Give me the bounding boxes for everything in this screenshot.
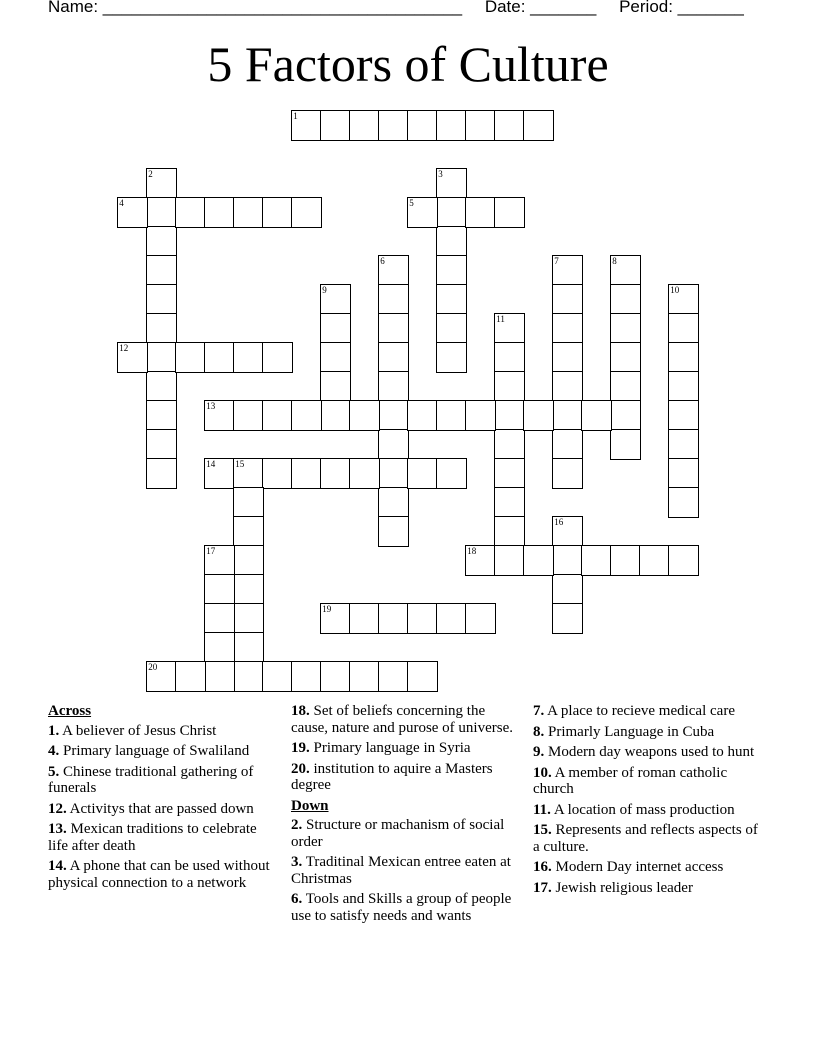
clue-number: 17. [533,879,552,896]
grid-cell[interactable] [204,632,235,663]
page-title: 5 Factors of Culture [207,36,609,92]
grid-cell[interactable] [668,487,699,518]
grid-cell[interactable] [204,545,235,576]
grid-cell[interactable] [668,400,699,431]
grid-cell[interactable] [668,458,699,489]
clue-down [533,744,761,761]
cell-number: 16 [554,517,564,528]
grid-cell[interactable] [610,342,641,373]
grid-cell[interactable] [436,342,467,373]
grid-cell[interactable] [349,400,380,431]
grid-cell[interactable] [494,371,525,402]
grid-cell[interactable] [175,197,206,228]
grid-cell[interactable] [552,458,583,489]
grid-cell[interactable] [320,342,351,373]
grid-cell[interactable] [378,342,409,373]
name-field[interactable]: Name: ______________________________________ [48,0,463,16]
clue-number: 19. [291,740,310,756]
grid-cell[interactable] [494,458,525,489]
grid-cell[interactable] [436,603,467,634]
grid-cell[interactable] [349,603,380,634]
grid-cell[interactable] [552,516,583,547]
grid-cell[interactable] [146,400,177,431]
grid-cell[interactable] [436,458,467,489]
grid-cell[interactable] [175,342,206,373]
grid-cell[interactable] [581,400,612,431]
grid-cell[interactable] [436,197,467,228]
clue-across [48,723,280,740]
grid-cell[interactable] [146,197,177,228]
clue-down [533,724,761,741]
cell-number: 2 [148,169,153,180]
grid-cell[interactable] [610,400,641,431]
clue-number: 10. [533,764,552,781]
cell-number: 18 [467,546,477,557]
grid-cell[interactable] [262,342,293,373]
grid-cell[interactable] [233,197,264,228]
grid-cell[interactable] [233,661,264,692]
clue-across [291,761,516,794]
clue-down [533,703,761,720]
clue-down [533,802,761,819]
grid-cell[interactable] [378,400,409,431]
grid-cell[interactable] [204,661,235,692]
grid-cell[interactable] [436,110,467,141]
grid-cell[interactable] [436,255,467,286]
clue-text: Activitys that are passed down [66,800,254,817]
grid-cell[interactable] [610,371,641,402]
grid-cell[interactable] [378,371,409,402]
grid-cell[interactable] [407,661,438,692]
grid-cell[interactable] [552,255,583,286]
grid-cell[interactable] [552,429,583,460]
date-field[interactable]: Date: _______ [484,0,597,16]
grid-cell[interactable] [233,603,264,634]
grid-cell[interactable] [494,197,525,228]
clue-across [291,740,516,757]
clues-column-3 [533,703,761,900]
grid-cell[interactable] [378,603,409,634]
grid-cell[interactable] [204,574,235,605]
clue-number: 4. [48,743,60,759]
grid-cell[interactable] [320,371,351,402]
grid-cell[interactable] [146,342,177,373]
grid-cell[interactable] [204,400,235,431]
grid-cell[interactable] [610,429,641,460]
clue-number: 1. [48,722,60,739]
grid-cell[interactable] [552,284,583,315]
clue-number: 9. [533,744,545,760]
clues-column-1 [48,703,280,895]
cell-number: 20 [148,662,158,673]
grid-cell[interactable] [494,342,525,373]
grid-cell[interactable] [146,168,177,199]
clue-across [48,801,280,818]
grid-cell[interactable] [146,458,177,489]
grid-cell[interactable] [610,284,641,315]
grid-cell[interactable] [146,226,177,257]
grid-cell[interactable] [378,487,409,518]
grid-cell[interactable] [146,313,177,344]
cell-number: 10 [670,285,680,296]
grid-cell[interactable] [233,545,264,576]
grid-cell[interactable] [523,400,554,431]
grid-cell[interactable] [117,197,148,228]
grid-cell[interactable] [668,545,699,576]
cell-number: 6 [380,256,385,267]
grid-cell[interactable] [291,458,322,489]
grid-cell[interactable] [378,255,409,286]
clue-number: 13. [48,821,67,837]
grid-cell[interactable] [407,197,438,228]
grid-cell[interactable] [407,458,438,489]
grid-cell[interactable] [494,429,525,460]
cell-number: 11 [496,314,505,325]
grid-cell[interactable] [349,661,380,692]
grid-cell[interactable] [291,197,322,228]
clue-across [48,743,280,760]
clue-text: Jewish religious leader [551,879,693,896]
clue-text: Traditinal Mexican entree eaten at Christmas [291,854,511,887]
grid-cell[interactable] [465,197,496,228]
clue-number: 8. [533,723,545,740]
clue-text: Tools and Skills a group of people use to satisfy needs and wants [291,891,512,924]
clue-across [48,821,280,854]
grid-cell[interactable] [262,197,293,228]
clue-number: 3. [291,854,303,870]
clue-number: 16. [533,859,552,875]
clue-text: A phone that can be used without physical connection to a network [48,858,270,891]
grid-cell[interactable] [204,197,235,228]
grid-cell[interactable] [146,371,177,402]
clue-text: A place to recieve medical care [544,703,735,719]
clue-across [291,703,516,736]
grid-cell[interactable] [552,574,583,605]
grid-cell[interactable] [552,400,583,431]
clue-down [533,880,761,897]
clue-text: A location of mass production [550,801,735,818]
clue-number: 12. [48,800,67,817]
clue-number: 18. [291,703,310,719]
grid-cell[interactable] [146,661,177,692]
grid-cell[interactable] [581,545,612,576]
grid-cell[interactable] [146,284,177,315]
grid-cell[interactable] [552,371,583,402]
clue-text: Primarly Language in Cuba [544,723,715,740]
clue-down [533,765,761,798]
clue-text: Mexican traditions to celebrate life after death [48,821,257,854]
grid-cell[interactable] [523,545,554,576]
grid-cell[interactable] [494,313,525,344]
grid-cell[interactable] [378,313,409,344]
grid-cell[interactable] [175,661,206,692]
clue-down [291,854,516,887]
grid-cell[interactable] [378,458,409,489]
grid-cell[interactable] [320,400,351,431]
clue-text: Modern day weapons used to hunt [544,744,755,760]
grid-cell[interactable] [349,110,380,141]
clue-number: 6. [291,891,303,907]
cell-number: 12 [119,343,129,354]
cell-number: 3 [438,169,443,180]
grid-cell[interactable] [233,574,264,605]
cell-number: 5 [409,198,414,209]
grid-cell[interactable] [436,400,467,431]
grid-cell[interactable] [291,400,322,431]
grid-cell[interactable] [436,313,467,344]
grid-cell[interactable] [378,110,409,141]
cell-number: 9 [322,285,327,296]
grid-cell[interactable] [610,313,641,344]
grid-cell[interactable] [610,545,641,576]
grid-cell[interactable] [639,545,670,576]
grid-cell[interactable] [494,400,525,431]
grid-cell[interactable] [320,458,351,489]
grid-cell[interactable] [204,603,235,634]
clue-text: Modern Day internet access [551,859,724,875]
clue-number: 11. [533,801,551,818]
grid-cell[interactable] [204,342,235,373]
clue-number: 7. [533,703,545,719]
grid-cell[interactable] [494,545,525,576]
grid-cell[interactable] [233,342,264,373]
cell-number: 15 [235,459,245,470]
grid-cell[interactable] [320,110,351,141]
grid-cell[interactable] [436,284,467,315]
grid-cell[interactable] [494,110,525,141]
clue-number: 5. [48,763,60,780]
grid-cell[interactable] [349,458,380,489]
grid-cell[interactable] [668,429,699,460]
grid-cell[interactable] [378,661,409,692]
cell-number: 7 [554,256,559,267]
clue-number: 15. [533,822,552,838]
grid-cell[interactable] [233,632,264,663]
clue-number: 14. [48,858,67,874]
grid-cell[interactable] [320,603,351,634]
grid-cell[interactable] [233,458,264,489]
grid-cell[interactable] [407,400,438,431]
grid-cell[interactable] [465,603,496,634]
grid-cell[interactable] [465,545,496,576]
clue-down [533,822,761,855]
grid-cell[interactable] [320,661,351,692]
cell-number: 13 [206,401,216,412]
grid-cell[interactable] [552,603,583,634]
grid-cell[interactable] [262,458,293,489]
clue-down [533,859,761,876]
grid-cell[interactable] [552,342,583,373]
clue-text: Primary language in Syria [309,740,471,756]
grid-cell[interactable] [668,284,699,315]
cell-number: 8 [612,256,617,267]
grid-cell[interactable] [146,429,177,460]
clue-text: Represents and reflects aspects of a culture. [533,822,758,855]
grid-cell[interactable] [552,545,583,576]
grid-cell[interactable] [552,313,583,344]
cell-number: 17 [206,546,216,557]
grid-cell[interactable] [233,516,264,547]
grid-cell[interactable] [407,110,438,141]
clue-text: Chinese traditional gathering of funerals [48,763,254,796]
cell-number: 1 [293,111,298,122]
clue-text: Primary language of Swaliland [59,743,250,759]
cell-number: 19 [322,604,332,615]
clue-text: A member of roman catholic church [533,764,728,797]
grid-cell[interactable] [146,255,177,286]
clue-number: 2. [291,817,303,833]
grid-cell[interactable] [204,458,235,489]
grid-cell[interactable] [233,487,264,518]
grid-cell[interactable] [523,110,554,141]
grid-cell[interactable] [436,226,467,257]
grid-cell[interactable] [378,429,409,460]
clue-number: 20. [291,760,310,777]
clue-text: Set of beliefs concerning the cause, nature and purose of universe. [291,703,513,736]
grid-cell[interactable] [494,516,525,547]
clue-across [48,858,280,891]
grid-cell[interactable] [436,168,467,199]
across-heading: Across [48,703,92,719]
clue-across [48,764,280,797]
clue-down [291,891,516,924]
grid-cell[interactable] [668,342,699,373]
grid-cell[interactable] [291,110,322,141]
cell-number: 14 [206,459,216,470]
grid-cell[interactable] [668,371,699,402]
clue-text: Structure or machanism of social order [291,817,505,850]
down-heading: Down [291,797,329,814]
grid-cell[interactable] [117,342,148,373]
grid-cell[interactable] [233,400,264,431]
grid-cell[interactable] [494,487,525,518]
grid-cell[interactable] [465,110,496,141]
clue-text: A believer of Jesus Christ [59,722,217,739]
grid-cell[interactable] [378,516,409,547]
grid-cell[interactable] [378,284,409,315]
clue-text: institution to aquire a Masters degree [291,760,493,793]
grid-cell[interactable] [291,661,322,692]
grid-cell[interactable] [262,661,293,692]
grid-cell[interactable] [465,400,496,431]
cell-number: 4 [119,198,124,209]
clues-column-2 [291,703,516,928]
grid-cell[interactable] [262,400,293,431]
period-field[interactable]: Period: _______ [619,0,744,16]
grid-cell[interactable] [668,313,699,344]
clue-down [291,817,516,850]
grid-cell[interactable] [407,603,438,634]
grid-cell[interactable] [610,255,641,286]
grid-cell[interactable] [320,313,351,344]
grid-cell[interactable] [320,284,351,315]
